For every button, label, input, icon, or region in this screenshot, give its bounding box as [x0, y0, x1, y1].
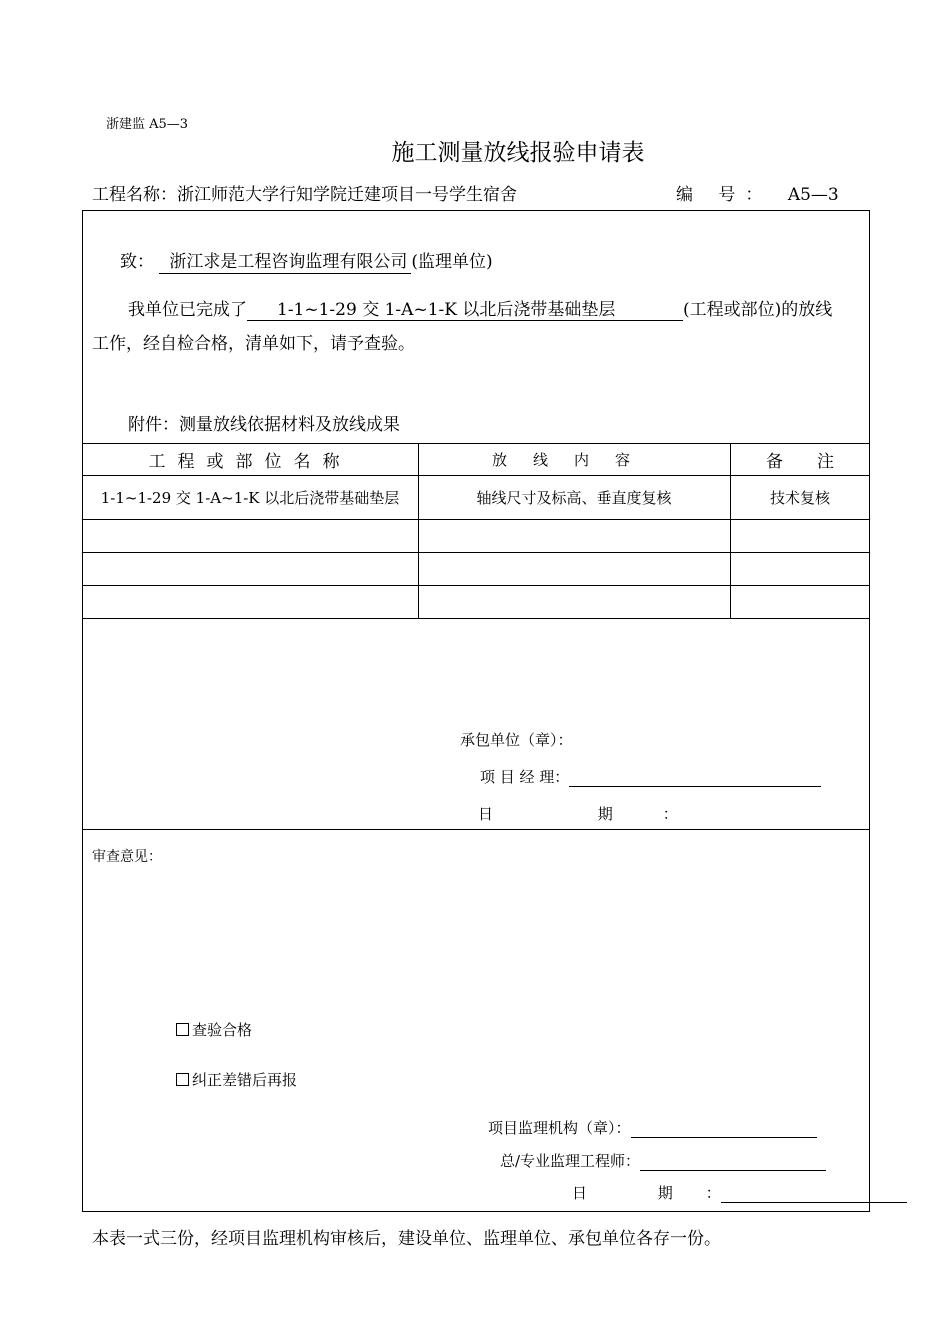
checkbox-pass[interactable] [176, 1023, 189, 1036]
table-row-1-remark [730, 476, 870, 519]
col-header-remark-text: 备注 [766, 451, 868, 472]
addressee-line [120, 247, 493, 274]
form-title: 施工测量放线报验申请表 [391, 140, 645, 166]
table-row-1-part [90, 476, 410, 519]
completion-statement [128, 295, 832, 321]
table-row-1-remark-text: 技术复核 [769, 489, 830, 507]
supervision-org-field[interactable] [631, 1123, 817, 1138]
supervision-org-label: 项目监理机构（章）： [488, 1119, 631, 1137]
engineer-label: 总/专业监理工程师： [500, 1152, 641, 1170]
engineer-line [500, 1150, 826, 1171]
table-row-1-content-text: 轴线尺寸及标高、垂直度复核 [476, 489, 672, 507]
review-opinion-label: 审查意见： [92, 849, 162, 865]
review-section-rule [82, 829, 870, 830]
footer-note: 本表一式三份，经项目监理机构审核后，建设单位、监理单位、承包单位各存一份。 [92, 1229, 721, 1249]
project-manager-line [480, 766, 821, 787]
number-label: 编 号： [676, 185, 773, 205]
project-manager-signature-field[interactable] [569, 772, 821, 787]
col-header-part-name [82, 443, 418, 475]
form-code: 浙建监 A5—3 [106, 117, 189, 132]
completion-statement-line2: 工作，经自检合格，清单如下，请予查验。 [92, 334, 415, 354]
option-pass[interactable] [176, 1019, 252, 1040]
option-fix[interactable] [176, 1069, 297, 1090]
contractor-date-label: 日 期： [478, 805, 728, 823]
addressee-label: 致： [120, 252, 154, 272]
addressee-suffix: (监理单位) [411, 252, 493, 272]
supervision-org-line [488, 1117, 817, 1138]
contractor-date-line [478, 803, 728, 824]
completion-prefix: 我单位已完成了 [128, 300, 247, 320]
review-date-field[interactable] [721, 1188, 907, 1203]
table-row3-rule [82, 585, 870, 586]
form-frame [82, 210, 870, 1212]
table-row-1-content [418, 476, 730, 519]
review-date-label: 日 期： [572, 1184, 754, 1202]
review-date-line [572, 1182, 907, 1203]
col-header-content-text: 放线内容 [491, 450, 656, 469]
table-row-1-part-text: 1-1~1-29 交 1-A~1-K 以北后浇带基础垫层 [100, 488, 400, 507]
option-pass-label: 查验合格 [192, 1021, 253, 1039]
contractor-unit-label: 承包单位（章）： [460, 731, 573, 749]
completion-suffix: (工程或部位)的放线 [683, 300, 833, 320]
col-header-remark [730, 443, 870, 475]
table-row2-rule [82, 552, 870, 553]
table-row1-rule [82, 519, 870, 520]
completion-work-item: 1-1~1-29 交 1-A~1-K 以北后浇带基础垫层 [247, 295, 683, 321]
col-header-part-name-text: 工程或部位名称 [148, 451, 352, 472]
project-label: 工程名称： [92, 185, 177, 205]
addressee-value: 浙江求是工程咨询监理有限公司 [159, 247, 411, 274]
form-number-line [676, 180, 839, 205]
project-manager-label: 项 目 经 理： [480, 768, 570, 786]
attachment-note: 附件：测量放线依据材料及放线成果 [128, 415, 400, 435]
option-fix-label: 纠正差错后再报 [192, 1071, 298, 1089]
project-name: 浙江师范大学行知学院迁建项目一号学生宿舍 [177, 185, 517, 205]
col-header-content [418, 443, 730, 475]
table-bottom-rule [82, 618, 870, 619]
number-value: A5—3 [787, 185, 839, 205]
checkbox-fix[interactable] [176, 1073, 189, 1086]
project-name-line [92, 180, 517, 205]
engineer-signature-field[interactable] [640, 1156, 826, 1171]
